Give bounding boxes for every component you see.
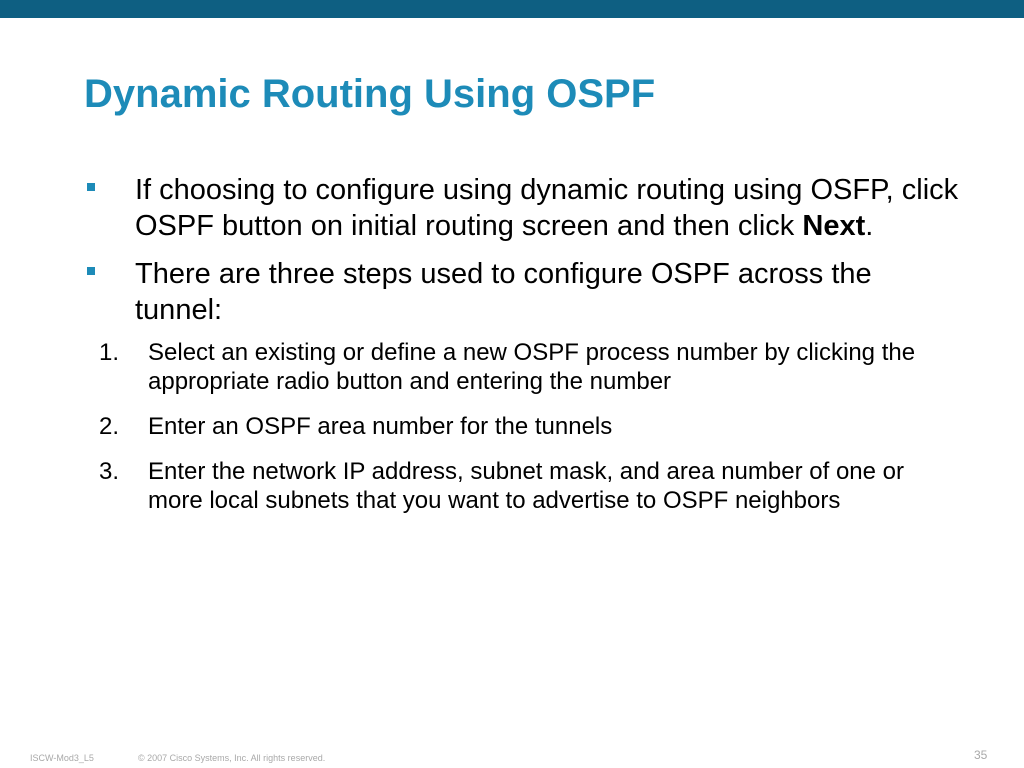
steps-list: [93, 338, 964, 515]
bullet-text: There are three steps used to configure OSPF across the tunnel:: [135, 258, 872, 326]
slide-title: Dynamic Routing Using OSPF: [84, 72, 656, 116]
step-text: Select an existing or define a new OSPF process number by clicking the appropriate radio button and entering the number: [148, 339, 916, 395]
square-bullet-icon: [87, 183, 95, 191]
step-text: Enter the network IP address, subnet mask, and area number of one or more local subnets that you want to advertise to OSPF neighbors: [148, 458, 904, 514]
top-accent-bar: [0, 0, 1024, 18]
page-number: 35: [974, 748, 988, 762]
step-number: 2.: [99, 413, 120, 440]
step-number: 1.: [99, 339, 120, 366]
step-item: [93, 338, 923, 396]
bullet-text-end: .: [865, 210, 874, 242]
bullet-text-start: If choosing to configure using dynamic routing using OSFP, click OSPF button on initial routing screen and then click: [135, 174, 959, 242]
step-number: 3.: [99, 458, 120, 485]
next-emphasis: Next: [802, 210, 866, 242]
bullet-item-three-steps: [84, 256, 964, 515]
step-item: [93, 457, 923, 515]
square-bullet-icon: [87, 267, 95, 275]
bullet-text: [135, 174, 958, 242]
step-item: [93, 412, 923, 441]
footer-copyright: © 2007 Cisco Systems, Inc. All rights reserved.: [138, 753, 326, 763]
footer-course-code: ISCW-Mod3_L5: [30, 753, 94, 763]
bullet-list: [84, 172, 964, 531]
step-text: Enter an OSPF area number for the tunnels: [148, 413, 613, 440]
bullet-item-dynamic-routing: [84, 172, 964, 244]
